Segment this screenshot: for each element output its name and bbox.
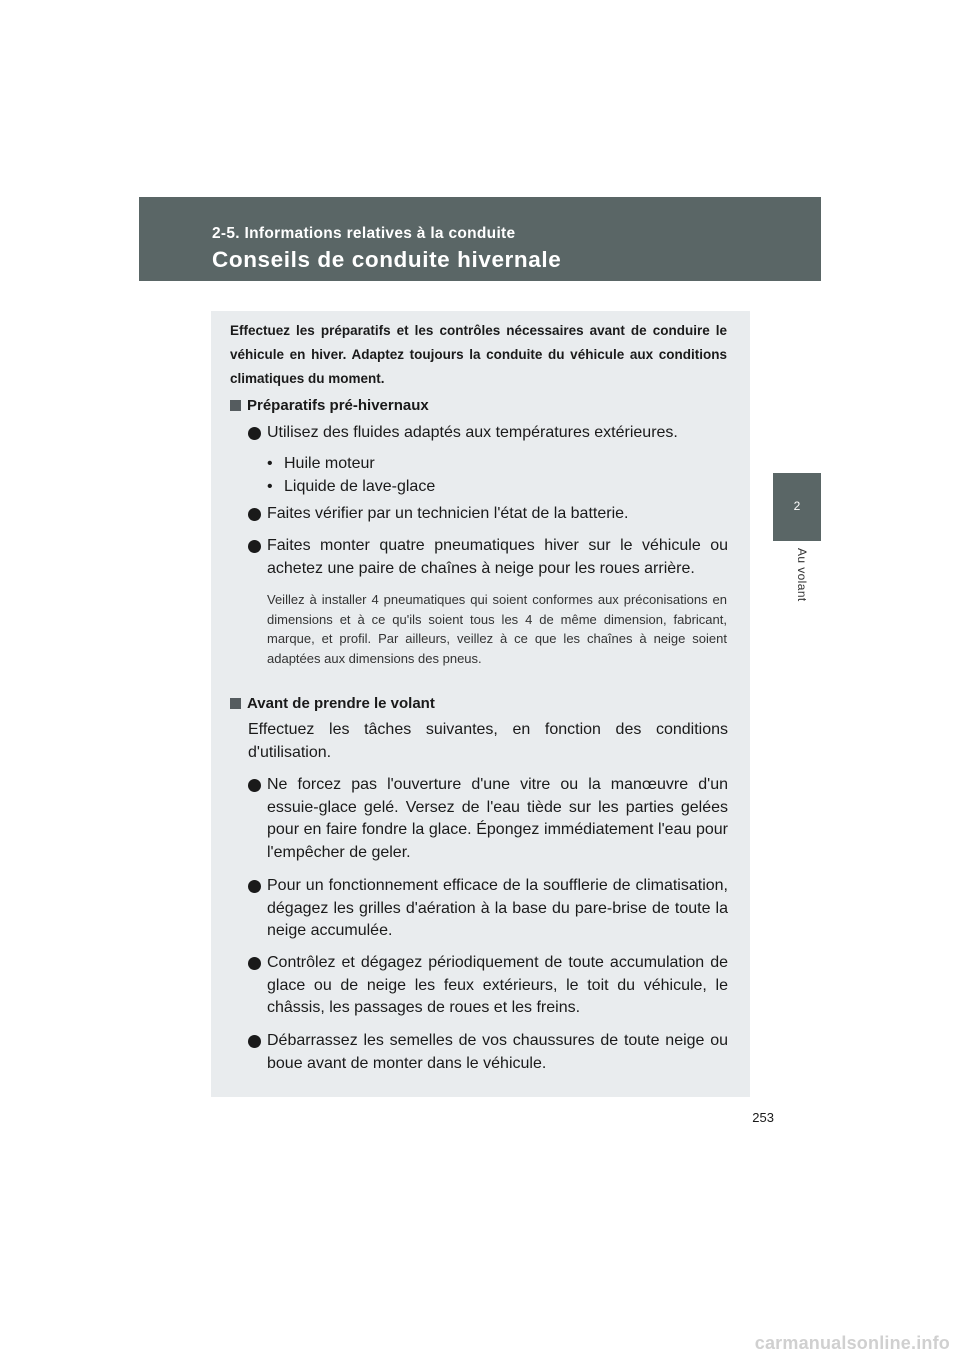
watermark[interactable]: carmanualsonline.info: [754, 1333, 950, 1353]
page-title: Conseils de conduite hivernale: [212, 247, 562, 272]
bullet-item: [248, 1030, 728, 1075]
round-bullet-icon: [248, 957, 261, 970]
round-bullet-icon: [248, 1035, 261, 1048]
round-bullet-icon: [248, 540, 261, 553]
round-bullet-icon: [248, 779, 261, 792]
bullet-item: [248, 952, 728, 1020]
sub-item-text: Huile moteur: [284, 455, 375, 472]
chapter-tab: [773, 473, 821, 541]
sub-item-text: Liquide de lave-glace: [284, 478, 436, 495]
sub-item: [267, 478, 435, 496]
bullet-text: Utilisez des fluides adaptés aux températures extérieures.: [267, 424, 678, 441]
bullet-item: [248, 503, 728, 526]
bullet-text: Faites monter quatre pneumatiques hiver sur le véhicule ou achetez une paire de chaînes à neige pour les roues arrière.: [267, 537, 728, 577]
section-heading-label: Avant de prendre le volant: [247, 695, 435, 712]
note-text: Veillez à installer 4 pneumatiques qui soient conformes aux préconisations en dimensions et à ce qu'ils soient tous les 4 de même dimension, fabricant, marque, et profil. Par ailleurs, veillez à ce que les chaînes à neige soient adaptées aux dimensions des pneus.: [267, 592, 727, 666]
bullet-text: Débarrassez les semelles de vos chaussures de toute neige ou boue avant de monter dans le véhicule.: [267, 1032, 728, 1072]
chapter-tab-label: Au volant: [795, 548, 809, 602]
section-paragraph: Effectuez les tâches suivantes, en fonction des conditions d'utilisation.: [248, 721, 728, 761]
page-number: 253: [752, 1110, 774, 1125]
bullet-item: [248, 422, 728, 445]
content-box: [211, 311, 750, 1097]
round-bullet-icon: [248, 880, 261, 893]
section-label: 2-5. Informations relatives à la conduite: [212, 225, 516, 242]
bullet-text: Pour un fonctionnement efficace de la soufflerie de climatisation, dégagez les grilles d'aération à la base du pare-brise de toute la neige accumulée.: [267, 877, 728, 939]
section-heading-pre-winter: [230, 397, 429, 414]
chapter-tab-number: 2: [793, 499, 801, 513]
bullet-text: Contrôlez et dégagez périodiquement de toute accumulation de glace ou de neige les feux extérieurs, le toit du véhicule, le châssis, les passages de roues et les freins.: [267, 954, 728, 1016]
dot-marker-icon: •: [267, 478, 273, 495]
square-bullet-icon: [230, 698, 241, 709]
square-bullet-icon: [230, 400, 241, 411]
round-bullet-icon: [248, 427, 261, 440]
bullet-text: Ne forcez pas l'ouverture d'une vitre ou la manœuvre d'un essuie-glace gelé. Versez de l'eau tiède sur les parties gelées pour en faire fondre la glace. Épongez immédiatement l'eau pour l'empêcher de geler.: [267, 776, 728, 861]
section-heading-label: Préparatifs pré-hivernaux: [247, 397, 429, 414]
bullet-item: [248, 774, 728, 864]
bullet-text: Faites vérifier par un technicien l'état de la batterie.: [267, 505, 629, 522]
round-bullet-icon: [248, 508, 261, 521]
intro-text: Effectuez les préparatifs et les contrôles nécessaires avant de conduire le véhicule en hiver. Adaptez toujours la conduite du véhicule aux conditions climatiques du moment.: [230, 323, 727, 386]
sub-item: [267, 455, 375, 473]
chapter-header: [139, 197, 821, 281]
bullet-item: [248, 535, 728, 580]
bullet-item: [248, 875, 728, 943]
section-heading-before-driving: [230, 695, 435, 712]
dot-marker-icon: •: [267, 455, 273, 472]
